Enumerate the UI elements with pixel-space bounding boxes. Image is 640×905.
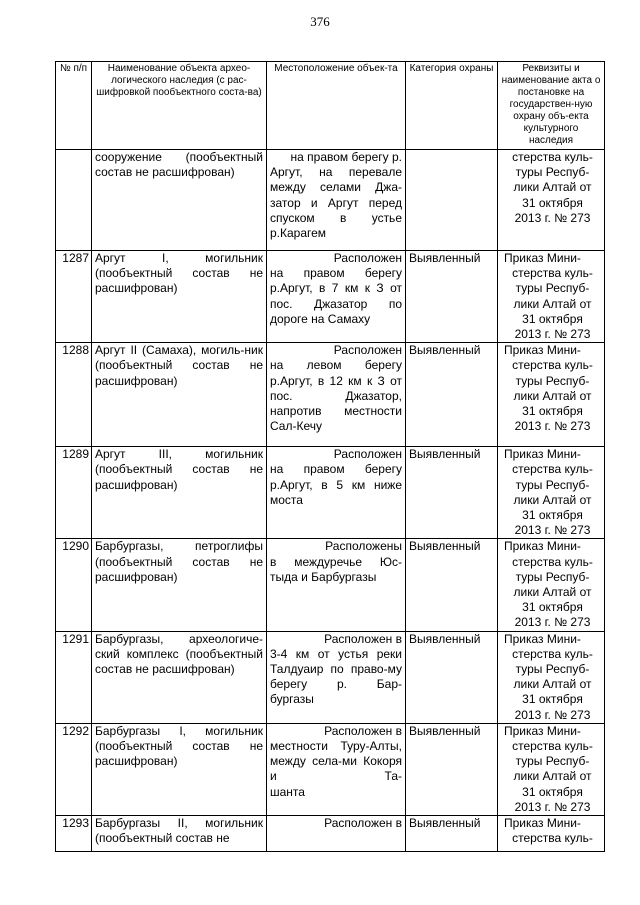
location-text: на левом берегу р.Аргут, в 12 км к З от пос. Джазатор, напротив местности xyxy=(270,358,402,419)
cell-location xyxy=(267,251,406,343)
act-line: 2013 г. № 273 xyxy=(514,615,591,630)
act-line: Приказ Мини- xyxy=(504,631,581,646)
act-line: 2013 г. № 273 xyxy=(514,327,591,342)
location-first-line: на правом берегу р. xyxy=(290,150,402,164)
table-header-row xyxy=(56,62,605,150)
table-row xyxy=(56,631,605,723)
location-text: в междуречье Юс- xyxy=(270,554,402,569)
cell-name: Барбургазы, археологиче-ский комплекс (пообъектный состав не расшифрован) xyxy=(92,631,267,723)
table-row xyxy=(56,343,605,447)
cell-num: 1288 xyxy=(56,343,92,447)
cell-category: Выявленный xyxy=(406,447,498,539)
cell-category: Выявленный xyxy=(406,816,498,852)
cell-act xyxy=(498,447,605,539)
act-line: туры Респуб- xyxy=(515,281,590,296)
act-line: лики Алтай от xyxy=(513,585,592,600)
act-line: стерства куль- xyxy=(512,358,593,373)
act-line: 31 октября xyxy=(522,508,583,523)
table-row xyxy=(56,816,605,852)
location-last-line: бургазы xyxy=(270,692,314,707)
table-row xyxy=(56,447,605,539)
cell-act xyxy=(498,631,605,723)
act-line: лики Алтай от xyxy=(513,769,592,784)
location-text: местности Туру-Алты, между села-ми Кокоря и Та- xyxy=(270,739,402,784)
cell-name: Барбургазы, петроглифы (пообъектный состав не расшифрован) xyxy=(92,539,267,631)
location-first-line: Расположен в xyxy=(324,631,402,646)
act-line: 2013 г. № 273 xyxy=(514,419,591,434)
act-line: стерства куль- xyxy=(512,554,593,569)
location-last-line: шанта xyxy=(270,784,305,799)
location-text: на правом берегу р.Аргут, в 5 км ниже xyxy=(270,462,402,492)
header-num: № п/п xyxy=(56,62,92,150)
cell-name: Барбургазы II, могильник (пообъектный состав не xyxy=(92,816,267,852)
cell-category: Выявленный xyxy=(406,539,498,631)
location-first-line: Расположены xyxy=(325,539,402,554)
cell-act xyxy=(498,150,605,251)
cell-name: Барбургазы I, могильник (пообъектный состав не расшифрован) xyxy=(92,723,267,815)
act-line: 31 октября xyxy=(522,311,583,326)
cell-num: 1293 xyxy=(56,816,92,852)
act-line: Приказ Мини- xyxy=(504,343,581,358)
act-line: стерства куль- xyxy=(512,831,593,846)
cell-category xyxy=(406,150,498,251)
location-last-line: Сал-Кечу xyxy=(270,419,322,434)
location-last-line: дороге на Самаху xyxy=(270,311,371,326)
act-line: туры Респуб- xyxy=(515,754,590,769)
act-line: 31 октября xyxy=(522,784,583,799)
act-line: туры Респуб- xyxy=(515,662,590,677)
table-row xyxy=(56,150,605,251)
location-text: Аргут, на перевале между селами Джа-затор и Аргут перед спуском в устье xyxy=(270,165,402,225)
cell-category: Выявленный xyxy=(406,343,498,447)
cell-act xyxy=(498,343,605,447)
location-text: 3-4 км от устья реки Талдуаир по право-му берегу р. Бар- xyxy=(270,646,402,692)
location-first-line: Расположен xyxy=(333,447,402,462)
cell-name: Аргут II (Самаха), могиль-ник (пообъектный состав не расшифрован) xyxy=(92,343,267,447)
location-first-line: Расположен xyxy=(333,343,402,358)
act-line: туры Респуб- xyxy=(515,373,590,388)
cell-location xyxy=(267,343,406,447)
act-line: 31 октября xyxy=(522,404,583,419)
cell-num: 1287 xyxy=(56,251,92,343)
header-category: Категория охраны xyxy=(406,62,498,150)
cell-location xyxy=(267,539,406,631)
act-line: лики Алтай от xyxy=(513,492,592,507)
location-first-line: Расположен в xyxy=(324,816,402,831)
act-line: 2013 г. № 273 xyxy=(514,210,591,225)
act-line: стерства куль- xyxy=(512,462,593,477)
act-line: Приказ Мини- xyxy=(504,816,581,831)
act-line: 2013 г. № 273 xyxy=(514,707,591,722)
cell-category: Выявленный xyxy=(406,631,498,723)
act-line: стерства куль- xyxy=(512,150,593,164)
heritage-registry-table xyxy=(55,61,605,852)
act-line: туры Респуб- xyxy=(515,569,590,584)
location-last-line: тыда и Барбургазы xyxy=(270,569,377,584)
table-row xyxy=(56,251,605,343)
act-line: лики Алтай от xyxy=(513,296,592,311)
location-last-line: моста xyxy=(270,492,303,507)
cell-location xyxy=(267,150,406,251)
location-first-line: Расположен в xyxy=(324,723,402,738)
act-line: 31 октября xyxy=(522,195,583,210)
act-line: стерства куль- xyxy=(512,739,593,754)
cell-act xyxy=(498,539,605,631)
cell-act xyxy=(498,816,605,852)
cell-location xyxy=(267,723,406,815)
cell-name: Аргут III, могильник (пообъектный состав не расшифрован) xyxy=(92,447,267,539)
cell-location xyxy=(267,816,406,852)
act-line: 31 октября xyxy=(522,600,583,615)
act-line: стерства куль- xyxy=(512,266,593,281)
cell-num: 1292 xyxy=(56,723,92,815)
act-line: стерства куль- xyxy=(512,646,593,661)
act-line: туры Респуб- xyxy=(515,165,590,180)
act-line: Приказ Мини- xyxy=(504,251,581,265)
cell-num: 1289 xyxy=(56,447,92,539)
location-text: на правом берегу р.Аргут, в 7 км к З от пос. Джазатор по xyxy=(270,266,402,311)
cell-act xyxy=(498,723,605,815)
act-line: Приказ Мини- xyxy=(504,539,581,554)
cell-num xyxy=(56,150,92,251)
cell-location xyxy=(267,447,406,539)
header-name: Наименование объекта архео-логического наследия (с рас-шифровкой пообъектного соста-ва) xyxy=(92,62,267,150)
cell-num: 1290 xyxy=(56,539,92,631)
act-line: туры Респуб- xyxy=(515,477,590,492)
act-line: лики Алтай от xyxy=(513,677,592,692)
act-line: лики Алтай от xyxy=(513,388,592,403)
cell-category: Выявленный xyxy=(406,723,498,815)
cell-num: 1291 xyxy=(56,631,92,723)
act-line: Приказ Мини- xyxy=(504,723,581,738)
table-row xyxy=(56,723,605,815)
cell-name: сооружение (пообъектный состав не расшифрован) xyxy=(92,150,267,251)
page-number: 376 xyxy=(310,14,330,29)
act-line: 2013 г. № 273 xyxy=(514,799,591,814)
act-line: лики Алтай от xyxy=(513,180,592,195)
cell-act xyxy=(498,251,605,343)
act-line: 2013 г. № 273 xyxy=(514,523,591,538)
cell-location xyxy=(267,631,406,723)
header-location: Местоположение объек-та xyxy=(267,62,406,150)
cell-name: Аргут I, могильник (пообъектный состав не расшифрован) xyxy=(92,251,267,343)
location-last-line: р.Карагем xyxy=(270,226,327,241)
header-act: Реквизиты и наименование акта о постановке на государствен-ную охрану объ-екта культурного наследия xyxy=(498,62,605,150)
act-line: 31 октября xyxy=(522,692,583,707)
table-row xyxy=(56,539,605,631)
cell-category: Выявленный xyxy=(406,251,498,343)
act-line: Приказ Мини- xyxy=(504,447,581,462)
location-first-line: Расположен xyxy=(333,251,402,265)
